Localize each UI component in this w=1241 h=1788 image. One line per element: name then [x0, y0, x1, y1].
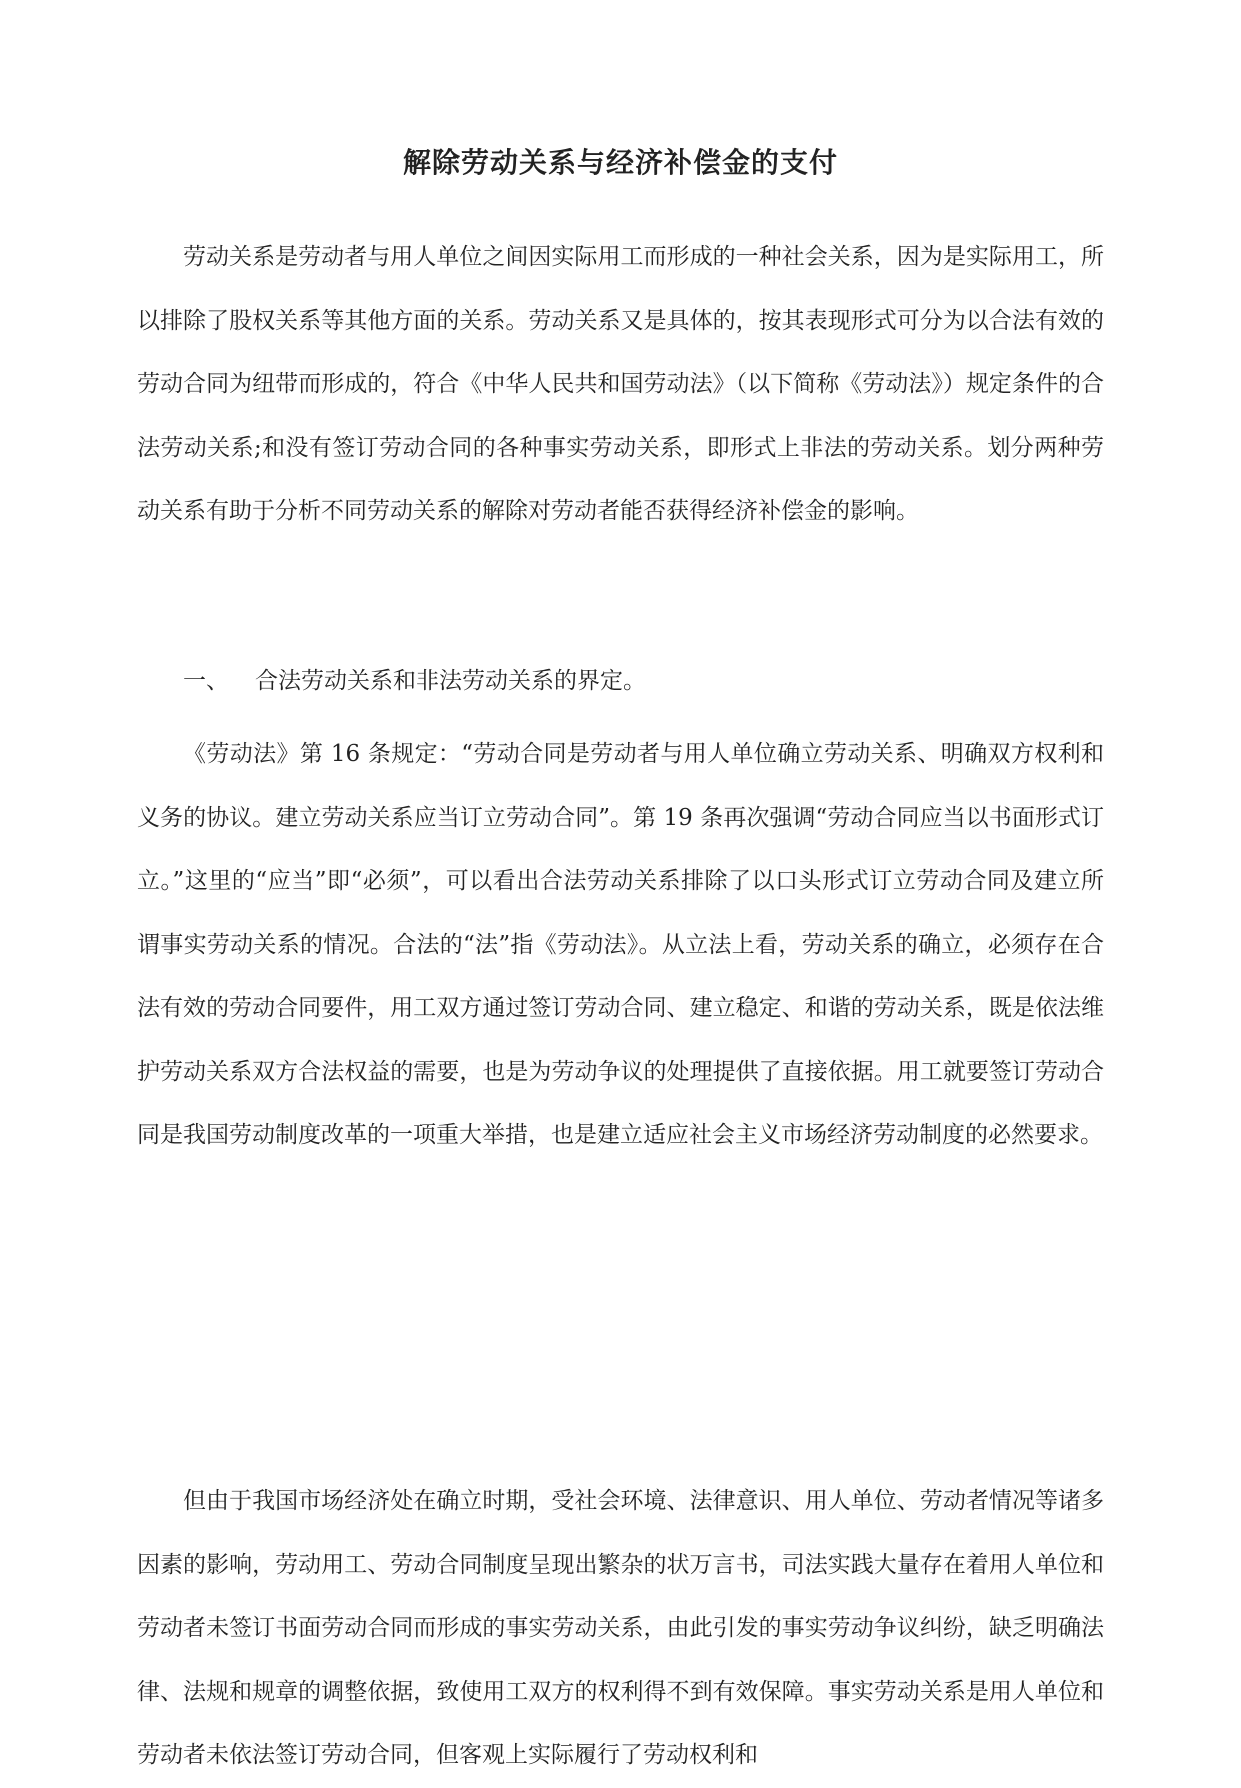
document-title: 解除劳动关系与经济补偿金的支付: [402, 146, 838, 179]
paragraph-intro: 劳动关系是劳动者与用人单位之间因实际用工而形成的一种社会关系，因为是实际用工，所以排除了股权关系等其他方面的关系。劳动关系又是具体的，按其表现形式可分为以合法有效的劳动合同为纽带而形成的，符合《中华人民共和国劳动法》（以下简称《劳动法》）规定条件的合法劳动关系;和没有签订劳动合同的各种事实劳动关系，即形式上非法的劳动关系。划分两种劳动关系有助于分析不同劳动关系的解除对劳动者能否获得经济补偿金的影响。: [137, 244, 1104, 524]
paragraph-labor-law: 《劳动法》第 16 条规定：“劳动合同是劳动者与用人单位确立劳动关系、明确双方权利和义务的协议。建立劳动关系应当订立劳动合同”。第 19 条再次强调“劳动合同应当以书面形式订立。”这里的“应当”即“必须”，可以看出合法劳动关系排除了以口头形式订立劳动合同及建立所谓事实劳动关系的情况。合法的“法”指《劳动法》。从立法上看，劳动关系的确立，必须存在合法有效的劳动合同要件，用工双方通过签订劳动合同、建立稳定、和谐的劳动关系，既是依法维护劳动关系双方合法权益的需要，也是为劳动争议的处理提供了直接依据。用工就要签订劳动合同是我国劳动制度改革的一项重大举措，也是建立适应社会主义市场经济劳动制度的必然要求。: [137, 741, 1104, 1148]
section-heading-text: 合法劳动关系和非法劳动关系的界定。: [255, 668, 646, 694]
section-number: 一、: [183, 668, 229, 694]
paragraph-de-facto-relations: 但由于我国市场经济处在确立时期，受社会环境、法律意识、用人单位、劳动者情况等诸多因素的影响，劳动用工、劳动合同制度呈现出繁杂的状万言书，司法实践大量存在着用人单位和劳动者未签订书面劳动合同而形成的事实劳动关系，由此引发的事实劳动争议纠纷，缺乏明确法律、法规和规章的调整依据，致使用工双方的权利得不到有效保障。事实劳动关系是用人单位和劳动者未依法签订劳动合同，但客观上实际履行了劳动权利和: [137, 1488, 1104, 1768]
section-heading-1: [137, 650, 1104, 714]
